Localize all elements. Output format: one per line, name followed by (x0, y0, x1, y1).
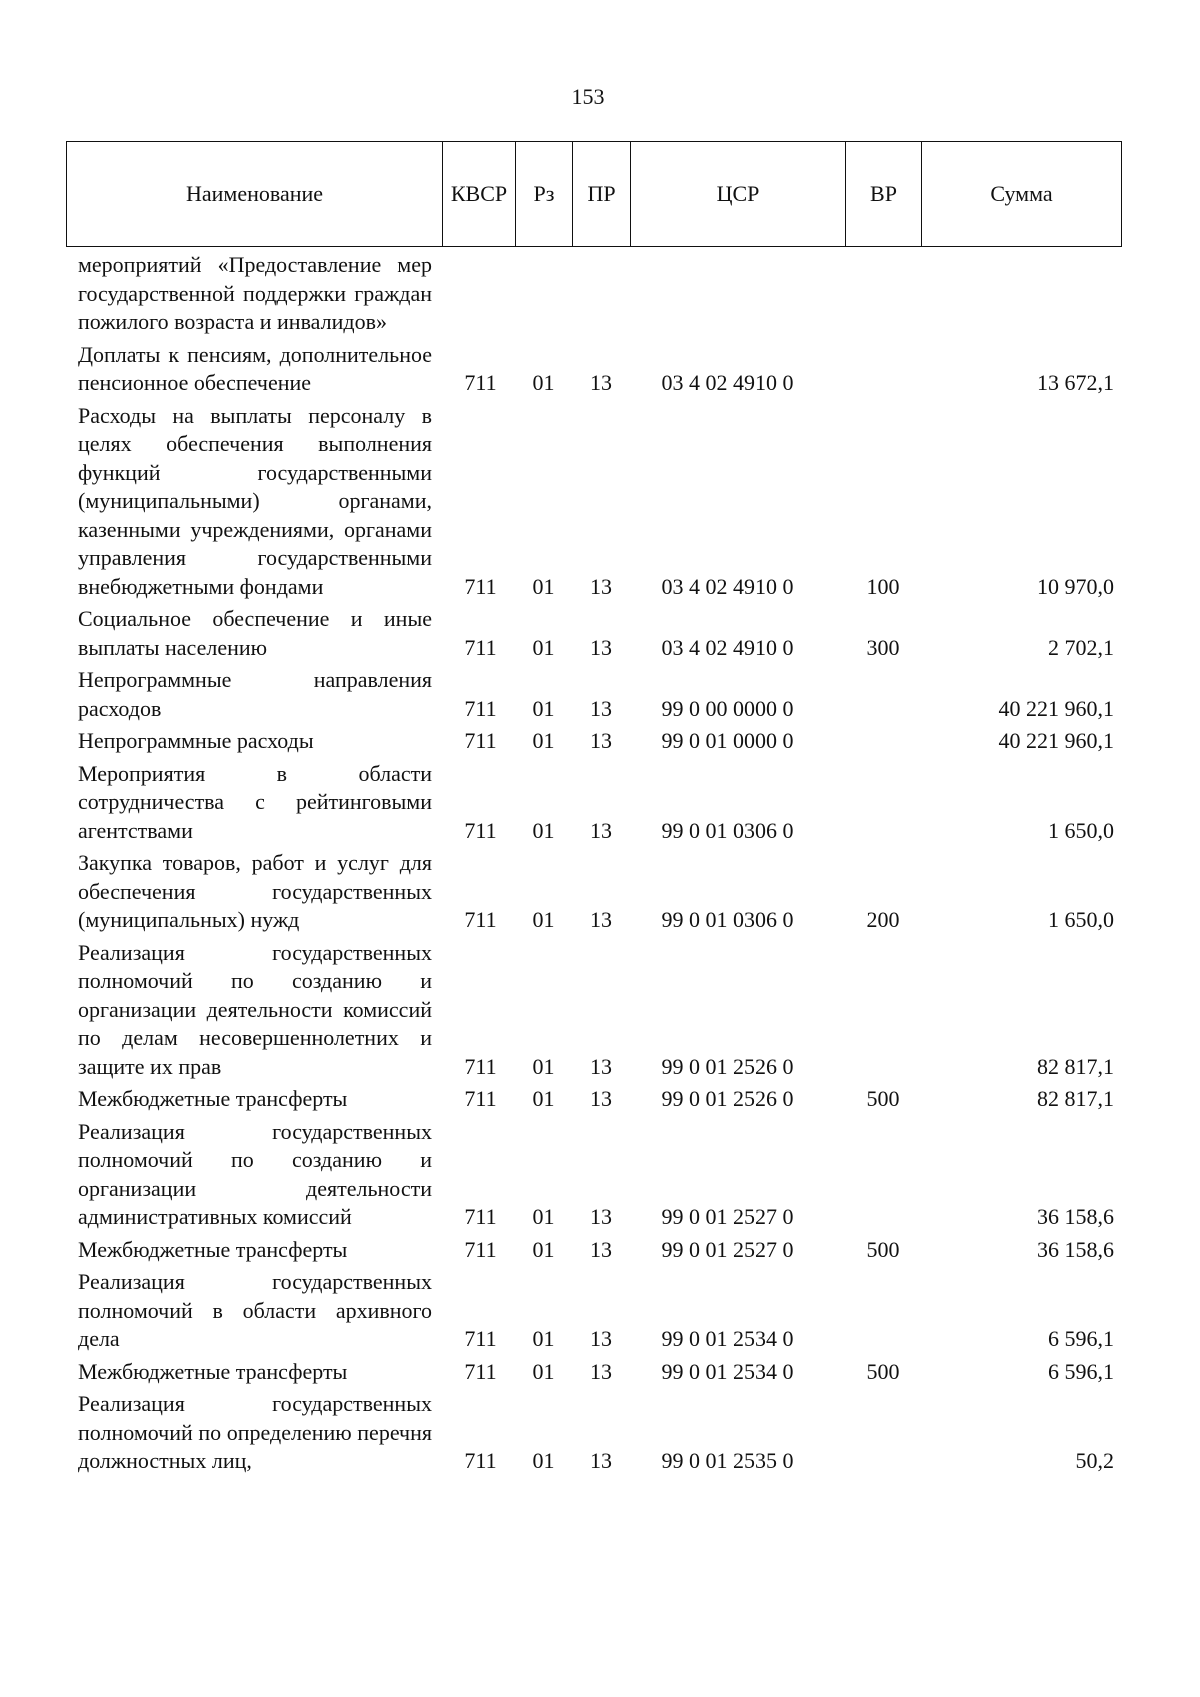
cell-name: Межбюджетные трансферты (78, 1086, 348, 1111)
header-sum: Сумма (990, 181, 1053, 206)
cell-name: Межбюджетные трансферты (78, 1236, 348, 1262)
cell-kvsr: 711 (464, 1086, 497, 1111)
cell-pr: 13 (590, 728, 612, 753)
cell-name: Межбюджетные трансферты (78, 1358, 348, 1384)
cell-rz: 01 (532, 817, 555, 843)
cell-sum: 13 672,1 (1037, 370, 1114, 395)
cell-rz: 01 (532, 1053, 555, 1079)
cell-name: Реализация государственных полномочий по созданию и организации деятельности комиссий по делам несовершеннолетних и защите их прав (78, 939, 432, 1079)
cell-kvsr: 711 (464, 1358, 497, 1384)
table-row (66, 1358, 1122, 1387)
cell-name: Реализация государственных полномочий по созданию и организации деятельности административных комиссий (78, 1118, 432, 1229)
cell-csr: 99 0 01 2526 0 (661, 1053, 794, 1079)
cell-csr: 99 0 01 0306 0 (661, 907, 794, 932)
cell-vr: 200 (866, 907, 900, 932)
cell-pr: 13 (590, 1053, 612, 1079)
cell-sum: 82 817,1 (1037, 1086, 1114, 1111)
cell-csr: 99 0 01 2534 0 (661, 1326, 794, 1351)
cell-vr: 500 (866, 1086, 900, 1111)
cell-rz: 01 (532, 695, 555, 721)
cell-csr: 99 0 01 2535 0 (661, 1448, 794, 1473)
cell-kvsr: 711 (464, 370, 497, 395)
cell-pr: 13 (590, 370, 612, 395)
cell-name: Реализация государственных полномочий в области архивного дела (78, 1269, 432, 1351)
header-vr: ВР (846, 142, 922, 246)
table-row (66, 760, 1122, 846)
table-row (66, 605, 1122, 662)
table-row (66, 849, 1122, 935)
cell-rz: 01 (532, 1086, 555, 1111)
cell-pr: 13 (590, 1204, 612, 1229)
cell-name: Непрограммные направления расходов (78, 667, 432, 721)
cell-kvsr: 711 (464, 728, 497, 753)
cell-name: Мероприятия в области сотрудничества с рейтинговыми агентствами (78, 760, 432, 843)
table-row (66, 1236, 1122, 1265)
cell-pr: 13 (590, 1358, 612, 1384)
cell-vr: 300 (866, 634, 900, 660)
header-csr: ЦСР (631, 142, 846, 246)
cell-rz: 01 (532, 1448, 555, 1473)
cell-csr: 99 0 01 2527 0 (661, 1204, 794, 1229)
table-row (66, 727, 1122, 756)
cell-sum: 50,2 (1075, 1448, 1114, 1473)
cell-pr: 13 (590, 817, 612, 843)
table-row (66, 402, 1122, 602)
table-row (66, 1118, 1122, 1232)
cell-name: мероприятий «Предоставление мер государственной поддержки граждан пожилого возраста и инвалидов» (78, 252, 432, 334)
cell-csr: 99 0 01 0306 0 (661, 817, 794, 843)
cell-name: Реализация государственных полномочий по определению перечня должностных лиц, (78, 1391, 432, 1473)
cell-csr: 99 0 00 0000 0 (661, 695, 794, 721)
cell-sum: 2 702,1 (1048, 634, 1114, 660)
cell-kvsr: 711 (464, 1326, 497, 1351)
table-row (66, 1268, 1122, 1354)
cell-vr: 500 (866, 1358, 900, 1384)
header-pr: ПР (573, 142, 631, 246)
cell-kvsr: 711 (464, 695, 497, 721)
cell-sum: 40 221 960,1 (998, 695, 1114, 721)
cell-sum: 36 158,6 (1037, 1204, 1114, 1229)
cell-rz: 01 (532, 1204, 555, 1229)
cell-rz: 01 (532, 573, 555, 599)
cell-kvsr: 711 (464, 1236, 497, 1262)
cell-sum: 6 596,1 (1048, 1358, 1114, 1384)
cell-pr: 13 (590, 573, 612, 599)
budget-table (66, 141, 1122, 1480)
table-row (66, 1390, 1122, 1476)
cell-csr: 03 4 02 4910 0 (661, 573, 794, 599)
cell-rz: 01 (532, 370, 555, 395)
cell-pr: 13 (590, 1448, 612, 1473)
cell-pr: 13 (590, 634, 612, 660)
cell-pr: 13 (590, 907, 612, 932)
cell-kvsr: 711 (464, 1448, 497, 1473)
table-row (66, 1085, 1122, 1114)
cell-rz: 01 (532, 728, 555, 753)
cell-csr: 99 0 01 0000 0 (661, 728, 794, 753)
cell-name: Доплаты к пенсиям, дополнительное пенсионное обеспечение (78, 341, 432, 395)
cell-rz: 01 (532, 1236, 555, 1262)
cell-pr: 13 (590, 1326, 612, 1351)
cell-name: Закупка товаров, работ и услуг для обеспечения государственных (муниципальных) нужд (78, 850, 432, 932)
cell-sum: 82 817,1 (1037, 1053, 1114, 1079)
cell-sum: 40 221 960,1 (998, 728, 1114, 753)
cell-rz: 01 (532, 634, 555, 660)
table-body (66, 251, 1122, 1476)
cell-sum: 10 970,0 (1037, 573, 1114, 599)
page-number: 153 (571, 84, 605, 109)
cell-sum: 6 596,1 (1048, 1326, 1114, 1351)
cell-sum: 1 650,0 (1048, 817, 1114, 843)
table-row (66, 251, 1122, 337)
cell-csr: 99 0 01 2527 0 (661, 1236, 794, 1262)
cell-pr: 13 (590, 695, 612, 721)
cell-kvsr: 711 (464, 573, 497, 599)
cell-name: Социальное обеспечение и иные выплаты населению (78, 606, 432, 660)
cell-csr: 99 0 01 2526 0 (661, 1086, 794, 1111)
cell-kvsr: 711 (464, 907, 497, 932)
cell-csr: 99 0 01 2534 0 (661, 1358, 794, 1384)
cell-kvsr: 711 (464, 817, 497, 843)
table-row (66, 666, 1122, 723)
cell-rz: 01 (532, 907, 555, 932)
cell-rz: 01 (532, 1326, 555, 1351)
cell-vr: 500 (866, 1236, 900, 1262)
cell-kvsr: 711 (464, 1053, 497, 1079)
cell-pr: 13 (590, 1236, 612, 1262)
cell-kvsr: 711 (464, 634, 497, 660)
cell-sum: 1 650,0 (1048, 907, 1114, 932)
cell-vr: 100 (866, 573, 900, 599)
cell-name: Расходы на выплаты персоналу в целях обеспечения выполнения функций государственными (муниципальными) органами, казенными учреждениями, органами управления государственными внебюджетными фондами (78, 402, 432, 599)
table-row (66, 939, 1122, 1082)
table-header (66, 141, 1122, 247)
cell-pr: 13 (590, 1086, 612, 1111)
cell-csr: 03 4 02 4910 0 (661, 634, 794, 660)
cell-rz: 01 (532, 1358, 555, 1384)
cell-csr: 03 4 02 4910 0 (661, 370, 794, 395)
header-kvsr: КВСР (443, 142, 516, 246)
header-rz: Рз (516, 142, 573, 246)
cell-name: Непрограммные расходы (78, 728, 314, 753)
table-row (66, 341, 1122, 398)
cell-kvsr: 711 (464, 1204, 497, 1229)
header-name: Наименование (67, 142, 443, 246)
cell-sum: 36 158,6 (1037, 1236, 1114, 1262)
